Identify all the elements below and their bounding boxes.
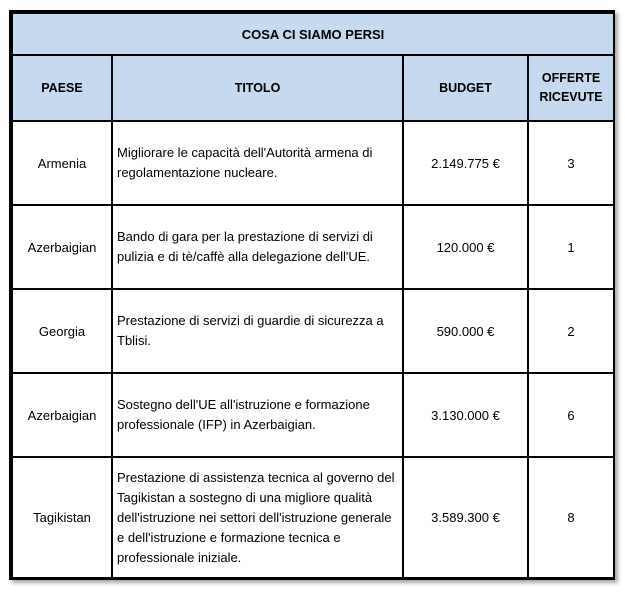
cell-budget: 3.589.300 € [403, 457, 528, 578]
cell-paese: Azerbaigian [12, 205, 112, 289]
table-title: COSA CI SIAMO PERSI [12, 13, 614, 55]
cell-titolo: Migliorare le capacità dell'Autorità armena di regolamentazione nucleare. [112, 121, 403, 205]
cell-budget: 2.149.775 € [403, 121, 528, 205]
table-row [12, 289, 614, 373]
cell-offerte: 8 [528, 457, 614, 578]
cell-titolo: Bando di gara per la prestazione di servizi di pulizia e di tè/caffè alla delegazione dell'UE. [112, 205, 403, 289]
header-row [12, 55, 614, 121]
table-row [12, 373, 614, 457]
cell-titolo: Sostegno dell'UE all'istruzione e formazione professionale (IFP) in Azerbaigian. [112, 373, 403, 457]
contracts-table [11, 12, 615, 579]
table-row [12, 121, 614, 205]
cell-titolo: Prestazione di assistenza tecnica al governo del Tagikistan a sostegno di una migliore qualità dell'istruzione nei settori dell'istruzione generale e dell'istruzione e formazione tecnica e professionale iniziale. [112, 457, 403, 578]
cell-budget: 590.000 € [403, 289, 528, 373]
cell-budget: 120.000 € [403, 205, 528, 289]
table-row [12, 457, 614, 578]
cell-paese: Azerbaigian [12, 373, 112, 457]
header-budget: BUDGET [403, 55, 528, 121]
table-frame [9, 10, 615, 580]
cell-offerte: 1 [528, 205, 614, 289]
cell-paese: Armenia [12, 121, 112, 205]
cell-offerte: 3 [528, 121, 614, 205]
cell-offerte: 6 [528, 373, 614, 457]
cell-titolo: Prestazione di servizi di guardie di sicurezza a Tblisi. [112, 289, 403, 373]
table-title-row [12, 13, 614, 55]
header-paese: PAESE [12, 55, 112, 121]
cell-offerte: 2 [528, 289, 614, 373]
table-row [12, 205, 614, 289]
header-offerte: OFFERTE RICEVUTE [528, 55, 614, 121]
header-titolo: TITOLO [112, 55, 403, 121]
cell-paese: Georgia [12, 289, 112, 373]
cell-budget: 3.130.000 € [403, 373, 528, 457]
cell-paese: Tagikistan [12, 457, 112, 578]
